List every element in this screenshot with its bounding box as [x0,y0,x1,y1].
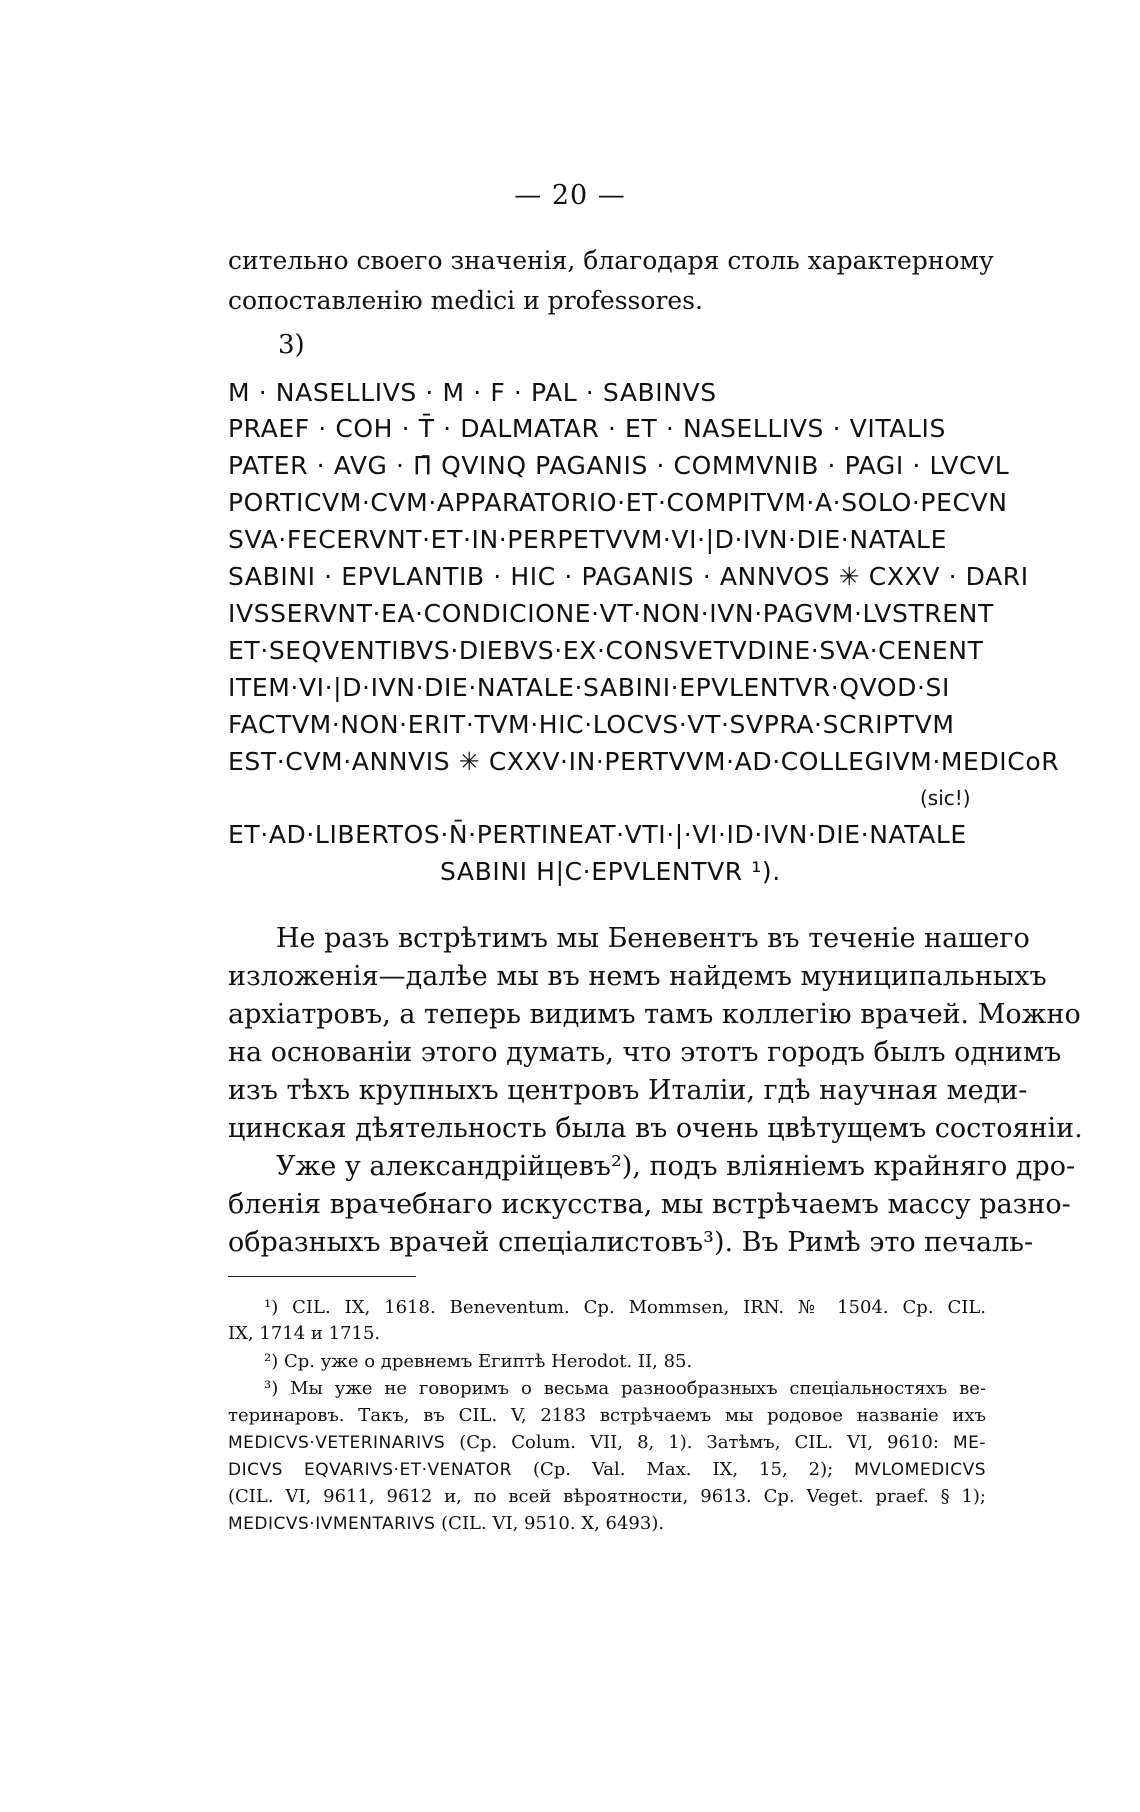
inscription-line-6: SABINI · EPVLANTIB · HIC · PAGANIS · ANNVOS ✳ CXXV · DARI [228,562,1029,591]
inscription-line-12: ET·AD·LIBERTOS·N̄·PERTINEAT·VTI·|·VI·ID·IVN·DIE·NATALE [228,820,967,849]
footnote-3-line-4 [228,1459,986,1480]
body-line-9-part-2: ³). Въ Римѣ это печаль- [703,1227,1034,1258]
footnote-2: ²) Cp. уже о древнемъ Египтѣ Herodot. II, 85. [264,1351,693,1372]
footnote-rule [228,1276,416,1277]
body-line-8: бленія врачебнаго искусства, мы встрѣчаемъ массу разно- [228,1189,1071,1220]
body-line-2: изложенія—далѣе мы въ немъ найдемъ муниципальныхъ [228,961,1047,992]
inscription-line-11: EST·CVM·ANNVIS ✳ CXXV·IN·PERTVVM·AD·COLLEGIVM·MEDICoR [228,747,1060,776]
body-line-3: архіатровъ, а теперь видимъ тамъ коллегію врачей. Можно [228,999,1081,1030]
footnote-3-line-4-text: (Cp. Val. Max. IX, 15, 2); [532,1459,834,1480]
footnote-3-line-6 [228,1513,664,1534]
footnote-1-line-2: IX, 1714 и 1715. [228,1323,381,1344]
inscription-line-7: IVSSERVNT·EA·CONDICIONE·VT·NON·IVN·PAGVM·LVSTRENT [228,599,994,628]
footnote-3-line-1: ³) Мы уже не говоримъ о весьма разнообразныхъ спеціальностяхъ ве- [264,1378,986,1399]
footnote-3-line-3-text: (Cp. Colum. VII, 8, 1). Затѣмъ, CIL. VI, 9610: [459,1432,939,1453]
inscription-line-8: ET·SEQVENTIBVS·DIEBVS·EX·CONSVETVDINE·SVA·CENENT [228,636,984,665]
page-number: — 20 — [514,180,626,211]
inscription-line-13: SABINI H|C·EPVLENTVR ¹). [440,857,781,886]
footnote-3-line-6-text: (CIL. VI, 9510. X, 6493). [441,1513,665,1534]
inscription-label: 3) [278,330,305,360]
footnote-3-line-5: (CIL. VI, 9611, 9612 и, по всей вѣроятности, 9613. Cp. Veget. praef. § 1); [228,1486,986,1507]
inscription-line-2: PRAEF · COH · T̄ · DALMATAR · ET · NASELLIVS · VITALIS [228,414,946,443]
inscription-sic-note: (sic!) [920,786,971,810]
intro-line-1: сительно своего значенія, благодаря столь характерному [228,246,994,275]
footnote-3-caps-2: ME- [952,1433,986,1453]
footnote-3-caps-1: MEDICVS·VETERINARIVS [228,1433,446,1453]
intro-line-2: сопоставленію medici и professores. [228,286,703,315]
body-line-1: Не разъ встрѣтимъ мы Беневентъ въ теченіе нашего [276,923,1030,954]
body-line-4: на основаніи этого думать, что этотъ городъ былъ однимъ [228,1037,1062,1068]
inscription-line-4: PORTICVM·CVM·APPARATORIO·ET·COMPITVM·A·SOLO·PECVN [228,488,1008,517]
inscription-line-5: SVA·FECERVNT·ET·IN·PERPETVVM·VI·|D·IVN·DIE·NATALE [228,525,947,554]
body-line-7 [276,1151,1076,1182]
footnote-3-line-2: теринаровъ. Такъ, въ CIL. V, 2183 встрѣчаемъ мы родовое названіе ихъ [228,1405,986,1426]
footnote-3-caps-3: DICVS EQVARIVS·ET·VENATOR [228,1460,512,1480]
inscription-line-3: PATER · AVG · Π̄ QVINQ PAGANIS · COMMVNIB · PAGI · LVCVL [228,451,1010,480]
footnote-3-caps-5: MEDICVS·IVMENTARIVS [228,1514,436,1534]
body-line-9-part-1: образныхъ врачей спеціалистовъ [228,1227,704,1258]
body-line-6: цинская дѣятельность была въ очень цвѣтущемъ состояніи. [228,1113,1083,1144]
inscription-line-9: ITEM·VI·|D·IVN·DIE·NATALE·SABINI·EPVLENTVR·QVOD·SI [228,673,950,702]
footnote-3-line-3 [228,1432,986,1453]
inscription-line-1: M · NASELLIVS · M · F · PAL · SABINVS [228,378,717,407]
footnote-1-line-1: ¹) CIL. IX, 1618. Beneventum. Cp. Mommsen, IRN. № 1504. Cp. CIL. [264,1297,986,1318]
footnote-3-caps-4: MVLOMEDICVS [854,1460,986,1480]
body-line-5: изъ тѣхъ крупныхъ центровъ Италіи, гдѣ научная меди- [228,1075,1028,1106]
body-line-9 [228,1227,1034,1258]
body-line-7-part-1: Уже у александрійцевъ [276,1151,611,1182]
body-line-7-part-2: ²), подъ вліяніемъ крайняго дро- [610,1151,1076,1182]
inscription-line-10: FACTVM·NON·ERIT·TVM·HIC·LOCVS·VT·SVPRA·SCRIPTVM [228,710,955,739]
